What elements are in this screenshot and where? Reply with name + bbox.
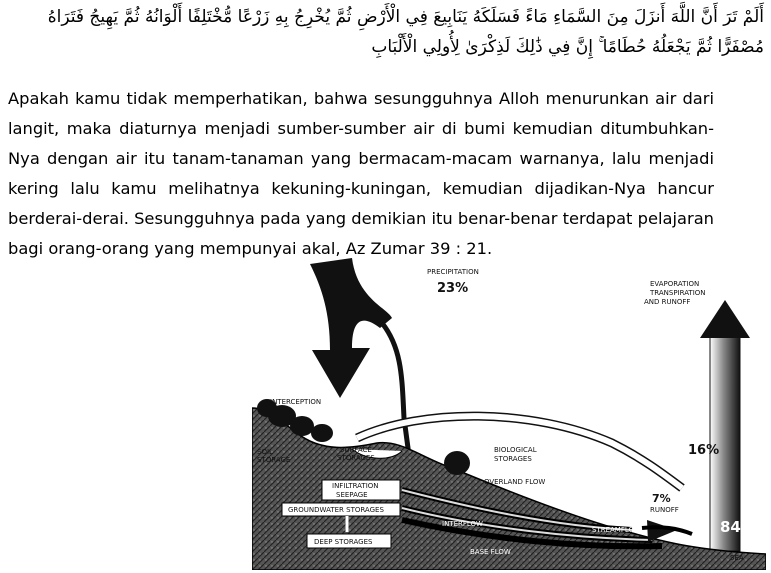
overland-flow-label: OVERLAND FLOW <box>484 478 546 486</box>
transpiration-label: TRANSPIRATION <box>650 289 706 297</box>
streamflow-label: STREAMFLOW <box>592 526 641 534</box>
soil-storage-label: STORAGE <box>257 456 291 464</box>
infiltration-label: INFILTRATION <box>332 482 379 490</box>
runoff-label: RUNOFF <box>650 506 679 514</box>
surface-storages-label: STORAGES <box>337 454 375 462</box>
arabic-verse: أَلَمْ تَرَ أَنَّ اللَّهَ أَنزَلَ مِنَ السَّمَاءِ مَاءً فَسَلَكَهُ يَنَابِيعَ فِي الْأَرْضِ ثُمَّ يُخْرِجُ بِهِ زَرْعًا مُّخْتَلِفًا أَلْوَانُهُ ثُمَّ يَهِيجُ فَتَرَاهُ مُصْفَرًّا ثُمَّ يَجْعَلُهُ حُطَامًا ۚ إِنَّ فِي ذَٰلِكَ لَذِكْرَىٰ لِأُولِي الْأَلْبَابِ <box>47 7 764 57</box>
biological-label: BIOLOGICAL <box>494 446 537 454</box>
sea-label: SEA <box>730 554 744 562</box>
surface-label: SURFACE <box>340 446 372 454</box>
translation-paragraph: Apakah kamu tidak memperhatikan, bahwa sesungguhnya Alloh menurunkan air dari langit, maka diaturnya menjadi sumber-sumber air di bumi kemudian ditumbuhkan-Nya dengan air itu tanam-tanaman yang bermacam-macam warnanya, lalu menjadi kering lalu kamu melihatnya kekuning-kuningan, kemudian dijadikan-Nya hancur berderai-derai. Sesungguhnya pada yang demikian itu benar-benar terdapat pelajaran bagi orang-orang yang mempunyai akal, Az Zumar 39 : 21. <box>8 89 714 258</box>
deep-storages-label: DEEP STORAGES <box>314 538 373 546</box>
precipitation-value: 23% <box>437 281 469 296</box>
interception-label: INTERCEPTION <box>270 398 322 406</box>
soil-label: SOIL <box>257 448 273 456</box>
groundwater-storages-label: GROUNDWATER STORAGES <box>288 506 384 514</box>
value-84: 84% <box>720 518 756 536</box>
base-flow-label: BASE FLOW <box>470 548 511 556</box>
evaporation-label: EVAPORATION <box>650 280 700 288</box>
precipitation-secondary-arrow <box>382 323 410 463</box>
runoff-value: 7% <box>652 492 671 505</box>
interflow-label: INTERFLOW <box>442 520 483 528</box>
and-runoff-label: AND RUNOFF <box>644 298 691 306</box>
evaporation-arrowhead <box>700 300 750 338</box>
seepage-label: SEEPAGE <box>336 491 368 499</box>
precipitation-label: PRECIPITATION <box>427 268 479 276</box>
value-16: 16% <box>688 443 720 458</box>
precipitation-arrow <box>310 258 392 398</box>
biological-storages-label: STORAGES <box>494 455 532 463</box>
hydrologic-cycle-diagram <box>252 258 766 570</box>
streamflow-arrowhead <box>647 520 677 542</box>
